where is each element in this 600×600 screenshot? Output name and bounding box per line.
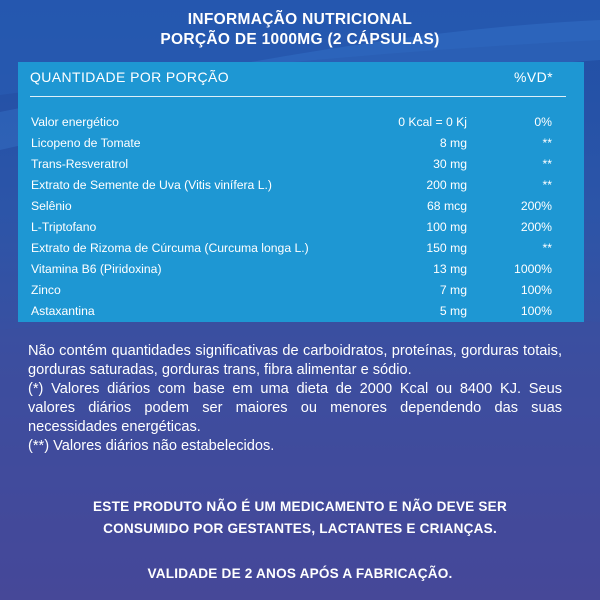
row-nutrient: Selênio — [31, 199, 72, 213]
table-row — [0, 217, 600, 237]
row-vd: ** — [542, 178, 552, 192]
note-not-established: (**) Valores diários não estabelecidos. — [28, 438, 275, 454]
table-row — [0, 238, 600, 258]
row-amount: 13 mg — [433, 262, 467, 276]
row-nutrient: Extrato de Semente de Uva (Vitis vinífera L.) — [31, 178, 272, 192]
warning-line-1: ESTE PRODUTO NÃO É UM MEDICAMENTO E NÃO DEVE SER — [93, 499, 507, 514]
row-nutrient: Trans-Resveratrol — [31, 157, 129, 171]
table-header-vd: %VD* — [514, 69, 553, 85]
table-header-quantity: QUANTIDADE POR PORÇÃO — [30, 69, 229, 85]
row-nutrient: L-Triptofano — [31, 220, 97, 234]
validity-notice: VALIDADE DE 2 ANOS APÓS A FABRICAÇÃO. — [147, 566, 453, 581]
row-amount: 200 mg — [426, 178, 467, 192]
row-vd: ** — [542, 136, 552, 150]
row-nutrient: Astaxantina — [31, 304, 95, 318]
nutrition-notes — [28, 342, 562, 456]
row-vd: 100% — [520, 304, 552, 318]
row-nutrient: Extrato de Rizoma de Cúrcuma (Curcuma longa L.) — [31, 241, 309, 255]
table-row — [0, 301, 600, 321]
row-vd: ** — [542, 241, 552, 255]
row-amount: 100 mg — [426, 220, 467, 234]
row-amount: 150 mg — [426, 241, 467, 255]
title-line-1: INFORMAÇÃO NUTRICIONAL — [187, 11, 413, 28]
row-vd: 200% — [520, 220, 552, 234]
table-row — [0, 154, 600, 174]
table-row — [0, 259, 600, 279]
row-vd: 200% — [520, 199, 552, 213]
row-nutrient: Valor energético — [31, 115, 119, 129]
row-nutrient: Zinco — [31, 283, 61, 297]
warning-line-2: CONSUMIDO POR GESTANTES, LACTANTES E CRIANÇAS. — [103, 521, 497, 536]
note-not-significant: Não contém quantidades significativas de carboidratos, proteínas, gorduras totais, gorduras saturadas, gorduras trans, fibra alimentar e sódio. — [28, 343, 562, 378]
row-vd: ** — [542, 157, 552, 171]
row-amount: 7 mg — [439, 283, 467, 297]
title-line-2: PORÇÃO DE 1000MG (2 CÁPSULAS) — [160, 31, 440, 48]
row-amount: 0 Kcal = 0 Kj — [398, 115, 467, 129]
table-row — [0, 133, 600, 153]
row-vd: 0% — [534, 115, 552, 129]
note-daily-values: (*) Valores diários com base em uma dieta de 2000 Kcal ou 8400 KJ. Seus valores diários podem ser maiores ou menores dependendo das suas necessidades energéticas. — [28, 381, 562, 435]
row-nutrient: Vitamina B6 (Piridoxina) — [31, 262, 162, 276]
table-row — [0, 175, 600, 195]
row-amount: 5 mg — [439, 304, 467, 318]
table-row — [0, 196, 600, 216]
medication-warning — [0, 496, 600, 540]
table-header-divider — [30, 96, 566, 97]
row-amount: 30 mg — [433, 157, 467, 171]
row-nutrient: Licopeno de Tomate — [31, 136, 141, 150]
row-amount: 68 mcg — [427, 199, 467, 213]
row-vd: 100% — [520, 283, 552, 297]
nutrition-title — [0, 10, 600, 50]
table-row — [0, 112, 600, 132]
row-amount: 8 mg — [439, 136, 467, 150]
table-row — [0, 280, 600, 300]
row-vd: 1000% — [514, 262, 552, 276]
